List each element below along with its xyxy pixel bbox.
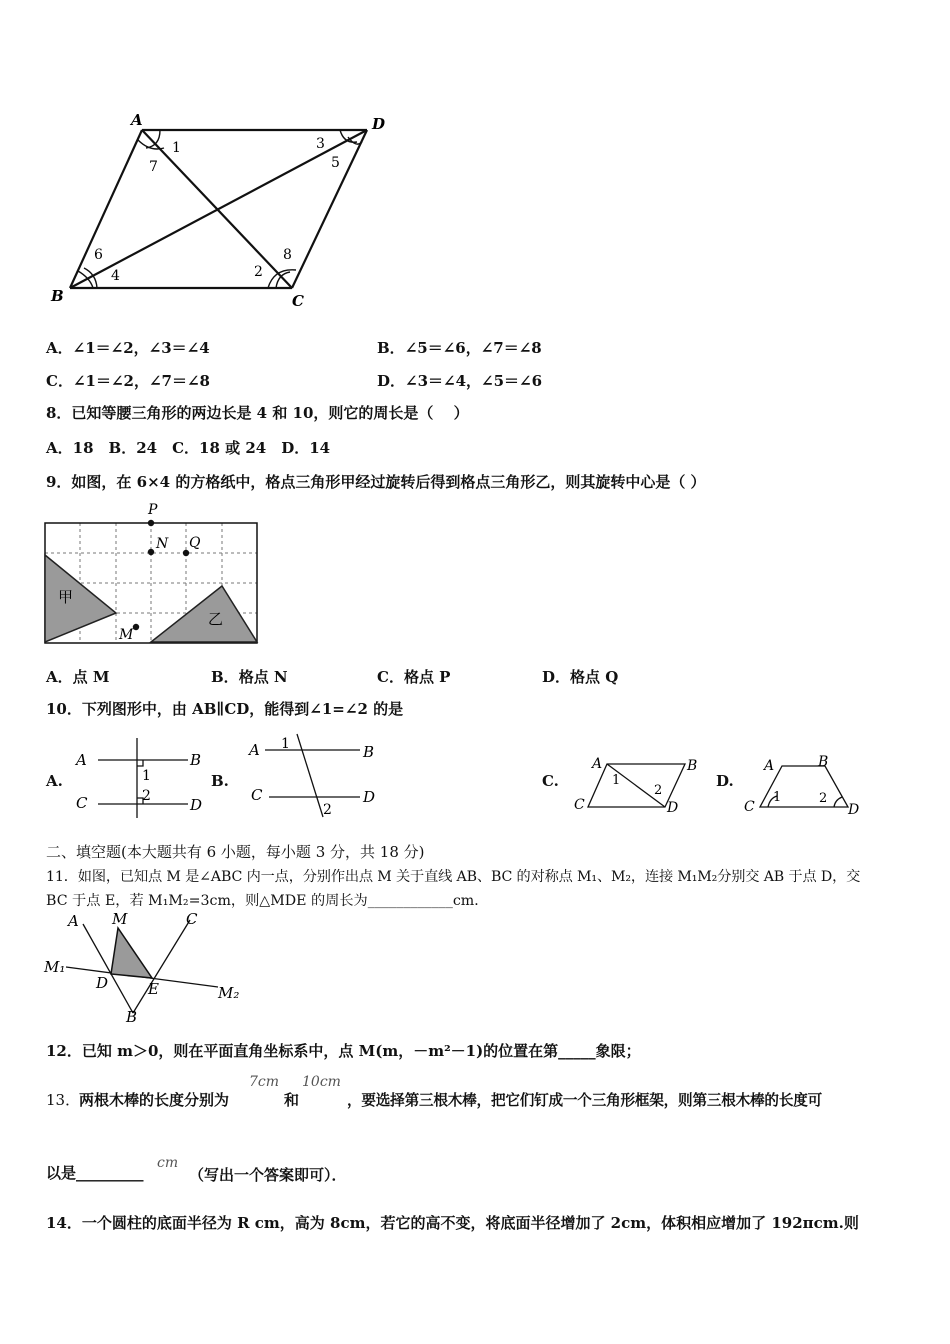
q9-stem: 9．如图，在 6×4 的方格纸中，格点三角形甲经过旋转后得到格点三角形乙，则其旋转中心是（ ） — [46, 473, 706, 491]
q7-parallelogram-figure — [0, 0, 950, 320]
q10-figure-d — [740, 744, 880, 834]
svg-text:C: C — [574, 797, 585, 813]
svg-text:D: D — [667, 800, 679, 816]
q11-label-M: M — [112, 910, 128, 928]
q10-option-a-letter[interactable]: A. — [46, 772, 63, 790]
q7-label-C: C — [292, 292, 304, 310]
q13-line2: 以是_________ cm （写出一个答案即可）． — [46, 1155, 347, 1184]
q11-label-C: C — [186, 910, 198, 928]
q8-stem: 8．已知等腰三角形的两边长是 4 和 10，则它的周长是（ ） — [46, 404, 469, 422]
q9-option-b[interactable]: B．格点 N — [211, 668, 288, 686]
q7-angle-5: 5 — [331, 155, 340, 171]
q7-label-A: A — [131, 111, 143, 129]
q9-triangle-yi — [151, 586, 257, 642]
q9-label-N: N — [156, 536, 169, 552]
q9-grid-figure — [40, 500, 280, 650]
q9-label-M: M — [119, 627, 134, 643]
q7-angle-2: 2 — [254, 264, 263, 280]
q7-angle-3: 3 — [316, 136, 325, 152]
q7-option-b[interactable]: B．∠5＝∠6，∠7＝∠8 — [377, 339, 542, 357]
svg-text:B: B — [818, 754, 829, 770]
q11-label-A: A — [68, 912, 79, 930]
q7-label-D: D — [372, 115, 386, 133]
q7-option-d[interactable]: D．∠3＝∠4，∠5＝∠6 — [377, 372, 543, 390]
q11-label-M1: M₁ — [44, 958, 66, 976]
q13-line1: 13． 两根木棒的长度分别为 7cm 和 10cm ，要选择第三根木棒，把它们钉成一个三角形框架，则第三根木棒的长度可 — [46, 1074, 822, 1109]
q9-label-P: P — [148, 502, 158, 518]
q8-options[interactable]: A．18 B．24 C．18 或 24 D．14 — [46, 439, 331, 457]
q7-angle-1: 1 — [172, 140, 181, 156]
q9-label-jia: 甲 — [58, 588, 74, 606]
q9-option-d[interactable]: D．格点 Q — [542, 668, 619, 686]
svg-text:B: B — [363, 743, 375, 761]
q11-label-B: B — [126, 1008, 138, 1026]
q11-label-E: E — [148, 980, 159, 998]
q9-label-Q: Q — [189, 535, 201, 551]
q11-line2: BC 于点 E，若 M₁M₂=3cm，则△MDE 的周长为____________cm． — [46, 893, 489, 909]
svg-text:2: 2 — [819, 791, 828, 806]
q14-stem: 14．一个圆柱的底面半径为 R cm，高为 8cm，若它的高不变，将底面半径增加了 2cm，体积相应增加了 192πcm.则 — [46, 1214, 859, 1232]
q7-label-B: B — [51, 287, 64, 305]
svg-text:1: 1 — [612, 773, 621, 788]
q7-angle-6: 6 — [94, 247, 103, 263]
svg-text:D: D — [848, 802, 860, 818]
q10-option-c-letter[interactable]: C. — [542, 772, 559, 790]
q11-triangle-mde — [111, 928, 152, 978]
q7-angle-7: 7 — [149, 159, 158, 175]
svg-text:C: C — [76, 794, 88, 812]
q11-figure — [40, 910, 260, 1025]
svg-text:B: B — [190, 751, 202, 769]
q7-option-a[interactable]: A．∠1＝∠2，∠3＝∠4 — [46, 339, 210, 357]
svg-text:A: A — [764, 758, 775, 774]
q7-option-c[interactable]: C．∠1＝∠2，∠7＝∠8 — [46, 372, 210, 390]
svg-text:C: C — [251, 786, 263, 804]
q7-angle-8: 8 — [283, 247, 292, 263]
q11-line1: 11．如图，已知点 M 是∠ABC 内一点，分别作出点 M 关于直线 AB、BC 的对称点 M₁、M₂，连接 M₁M₂分别交 AB 于点 D，交 — [46, 869, 861, 885]
q10-figure-a — [70, 735, 220, 825]
q10-option-d-letter[interactable]: D. — [716, 772, 734, 790]
q9-option-a[interactable]: A．点 M — [46, 668, 110, 686]
svg-text:2: 2 — [654, 783, 663, 798]
q7-angle-4: 4 — [111, 268, 120, 284]
svg-text:1: 1 — [142, 768, 151, 784]
svg-text:D: D — [190, 796, 203, 814]
q10-stem: 10．下列图形中，由 AB∥CD，能得到∠1=∠2 的是 — [46, 700, 404, 718]
svg-text:2: 2 — [142, 788, 151, 804]
svg-text:C: C — [744, 799, 755, 815]
svg-text:D: D — [363, 788, 376, 806]
svg-text:B: B — [687, 758, 698, 774]
q11-label-M2: M₂ — [218, 984, 240, 1002]
section2-title: 二、填空题(本大题共有 6 小题，每小题 3 分，共 18 分) — [46, 843, 425, 861]
q9-option-c[interactable]: C．格点 P — [377, 668, 451, 686]
q10-option-b-letter[interactable]: B. — [211, 772, 229, 790]
q10-figure-c — [570, 744, 710, 834]
q12-stem: 12．已知 m＞0，则在平面直角坐标系中，点 M(m，－m²－1)的位置在第_____象限； — [46, 1042, 641, 1060]
svg-text:A: A — [76, 751, 87, 769]
q11-label-D: D — [96, 974, 109, 992]
svg-text:A: A — [592, 756, 603, 772]
svg-text:A: A — [249, 741, 260, 759]
svg-text:1: 1 — [281, 736, 290, 752]
q9-triangle-jia — [45, 555, 116, 642]
svg-text:1: 1 — [773, 790, 782, 805]
svg-text:2: 2 — [323, 802, 332, 818]
q10-figure-b — [245, 732, 395, 822]
q9-label-yi: 乙 — [208, 610, 224, 628]
